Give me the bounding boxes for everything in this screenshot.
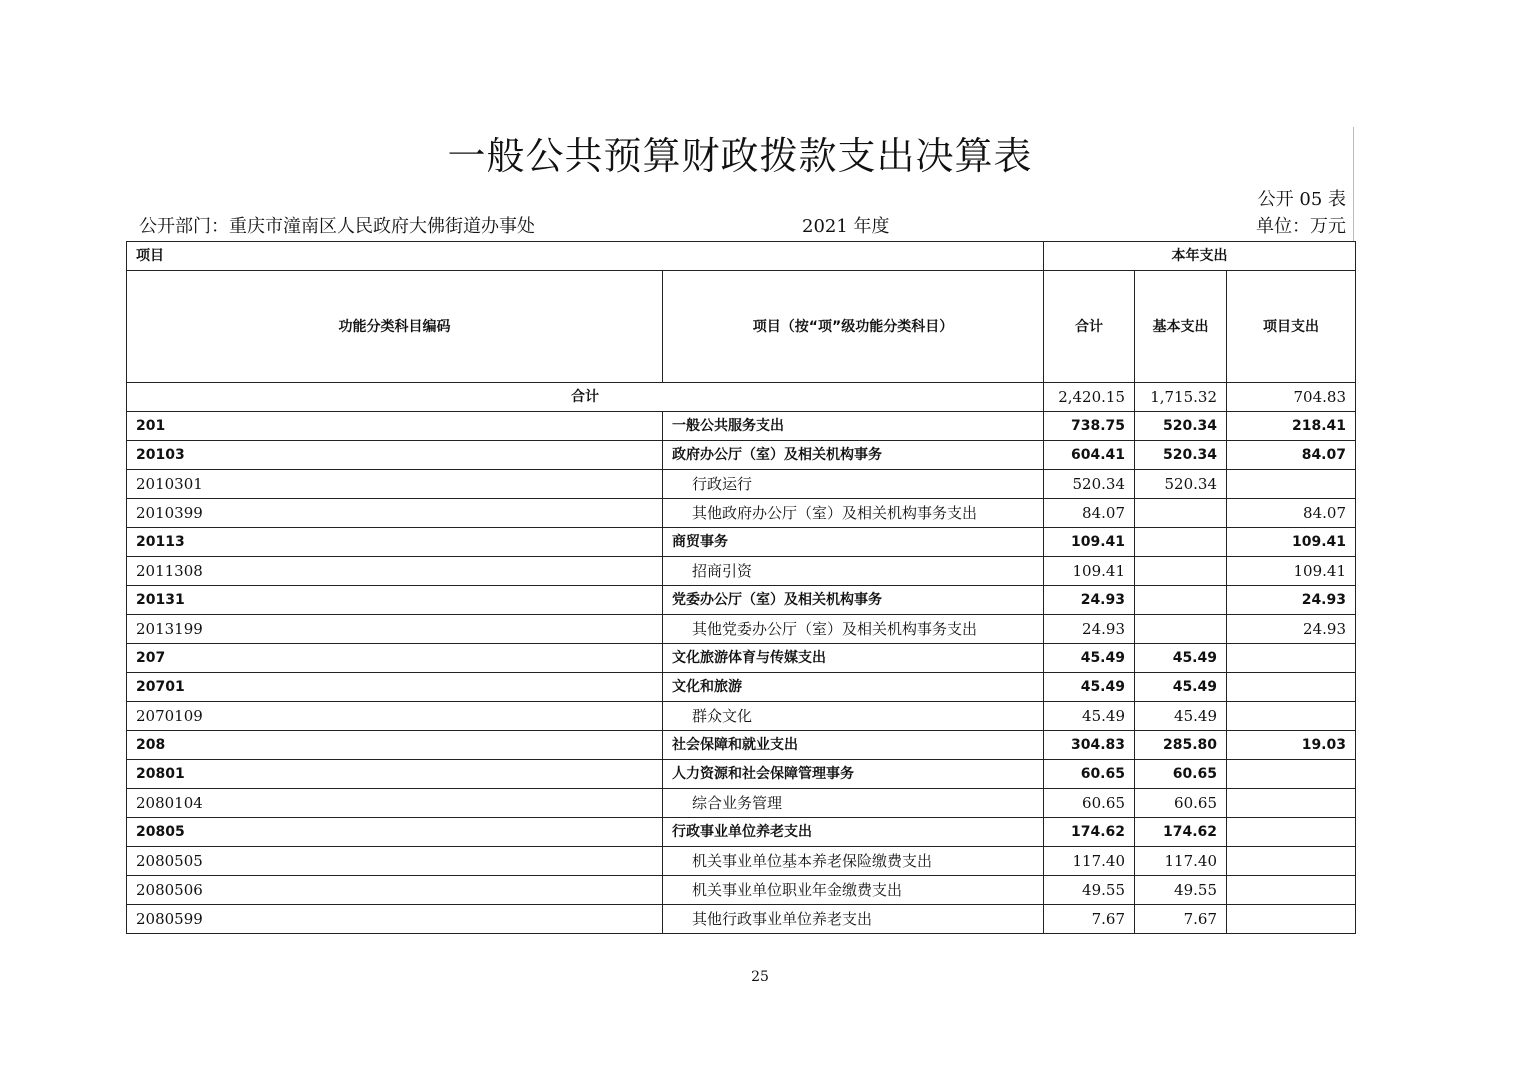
header-total: 合计: [1044, 271, 1135, 383]
cell-total: 109.41: [1044, 528, 1135, 557]
cell-name: 机关事业单位职业年金缴费支出: [663, 876, 1044, 905]
cell-name: 行政运行: [663, 470, 1044, 499]
unit-label: 单位：万元: [1256, 216, 1346, 237]
cell-project: [1227, 876, 1356, 905]
cell-code: 2010301: [127, 470, 663, 499]
table-row: [127, 644, 1356, 673]
cell-total: 117.40: [1044, 847, 1135, 876]
total-row: [127, 383, 1356, 412]
cell-name: 社会保障和就业支出: [663, 731, 1044, 760]
cell-basic: 520.34: [1135, 470, 1227, 499]
cell-total: 24.93: [1044, 615, 1135, 644]
cell-project: [1227, 905, 1356, 934]
cell-basic: 174.62: [1135, 818, 1227, 847]
budget-table: [126, 241, 1356, 934]
cell-name: 招商引资: [663, 557, 1044, 586]
fiscal-year: 2021 年度: [802, 216, 890, 237]
page-number: 25: [751, 969, 769, 985]
cell-basic: [1135, 615, 1227, 644]
cell-basic: [1135, 528, 1227, 557]
header-current-year-expense: 本年支出: [1044, 242, 1356, 271]
cell-code: 2070109: [127, 702, 663, 731]
table-row: [127, 731, 1356, 760]
total-project: 704.83: [1227, 383, 1356, 412]
cell-project: [1227, 847, 1356, 876]
cell-total: 49.55: [1044, 876, 1135, 905]
department-label: 公开部门：重庆市潼南区人民政府大佛街道办事处: [139, 216, 535, 237]
table-row: [127, 557, 1356, 586]
cell-basic: [1135, 557, 1227, 586]
table-row: [127, 760, 1356, 789]
cell-name: 机关事业单位基本养老保险缴费支出: [663, 847, 1044, 876]
cell-basic: 45.49: [1135, 702, 1227, 731]
cell-code: 20701: [127, 673, 663, 702]
cell-project: [1227, 644, 1356, 673]
cell-code: 2013199: [127, 615, 663, 644]
header-basic-expense: 基本支出: [1135, 271, 1227, 383]
form-number: 公开 05 表: [1257, 189, 1346, 210]
cell-basic: 45.49: [1135, 644, 1227, 673]
cell-code: 208: [127, 731, 663, 760]
cell-code: 20103: [127, 441, 663, 470]
cell-name: 其他政府办公厅（室）及相关机构事务支出: [663, 499, 1044, 528]
cell-basic: [1135, 586, 1227, 615]
table-row: [127, 586, 1356, 615]
cell-name: 其他行政事业单位养老支出: [663, 905, 1044, 934]
cell-project: 24.93: [1227, 586, 1356, 615]
cell-total: 60.65: [1044, 760, 1135, 789]
table-row: [127, 673, 1356, 702]
cell-total: 174.62: [1044, 818, 1135, 847]
cell-code: 2080599: [127, 905, 663, 934]
table-row: [127, 412, 1356, 441]
table-row: [127, 905, 1356, 934]
header-item: 项目: [127, 242, 1044, 271]
cell-total: 45.49: [1044, 644, 1135, 673]
cell-total: 45.49: [1044, 673, 1135, 702]
cell-name: 群众文化: [663, 702, 1044, 731]
table-row: [127, 499, 1356, 528]
cell-name: 一般公共服务支出: [663, 412, 1044, 441]
cell-total: 304.83: [1044, 731, 1135, 760]
cell-basic: 117.40: [1135, 847, 1227, 876]
cell-project: 84.07: [1227, 499, 1356, 528]
cell-project: [1227, 702, 1356, 731]
cell-name: 其他党委办公厅（室）及相关机构事务支出: [663, 615, 1044, 644]
table-row: [127, 441, 1356, 470]
cell-project: 84.07: [1227, 441, 1356, 470]
table-row: [127, 528, 1356, 557]
cell-code: 207: [127, 644, 663, 673]
total-amount: 2,420.15: [1044, 383, 1135, 412]
header-project-expense: 项目支出: [1227, 271, 1356, 383]
cell-total: 738.75: [1044, 412, 1135, 441]
table-row: [127, 847, 1356, 876]
cell-total: 109.41: [1044, 557, 1135, 586]
table-row: [127, 818, 1356, 847]
cell-name: 党委办公厅（室）及相关机构事务: [663, 586, 1044, 615]
cell-name: 文化和旅游: [663, 673, 1044, 702]
cell-name: 行政事业单位养老支出: [663, 818, 1044, 847]
cell-code: 2080505: [127, 847, 663, 876]
table-row: [127, 702, 1356, 731]
cell-project: [1227, 818, 1356, 847]
cell-basic: 49.55: [1135, 876, 1227, 905]
cell-basic: 60.65: [1135, 760, 1227, 789]
cell-basic: 520.34: [1135, 412, 1227, 441]
cell-project: 19.03: [1227, 731, 1356, 760]
cell-total: 60.65: [1044, 789, 1135, 818]
cell-project: 24.93: [1227, 615, 1356, 644]
cell-basic: 520.34: [1135, 441, 1227, 470]
cell-basic: [1135, 499, 1227, 528]
table-row: [127, 876, 1356, 905]
cell-name: 文化旅游体育与传媒支出: [663, 644, 1044, 673]
cell-name: 政府办公厅（室）及相关机构事务: [663, 441, 1044, 470]
cell-basic: 60.65: [1135, 789, 1227, 818]
cell-total: 520.34: [1044, 470, 1135, 499]
cell-basic: 285.80: [1135, 731, 1227, 760]
header-row-main: [127, 271, 1356, 383]
header-row-top: [127, 242, 1356, 271]
cell-total: 84.07: [1044, 499, 1135, 528]
cell-total: 24.93: [1044, 586, 1135, 615]
cell-project: [1227, 673, 1356, 702]
cell-project: 218.41: [1227, 412, 1356, 441]
cell-name: 人力资源和社会保障管理事务: [663, 760, 1044, 789]
cell-project: [1227, 760, 1356, 789]
header-item-name: 项目（按“项”级功能分类科目）: [663, 271, 1044, 383]
cell-total: 45.49: [1044, 702, 1135, 731]
cell-project: [1227, 470, 1356, 499]
cell-basic: 7.67: [1135, 905, 1227, 934]
cell-code: 20805: [127, 818, 663, 847]
cell-total: 7.67: [1044, 905, 1135, 934]
cell-code: 2080104: [127, 789, 663, 818]
cell-basic: 45.49: [1135, 673, 1227, 702]
page-title: 一般公共预算财政拨款支出决算表: [447, 134, 1033, 178]
header-function-code: 功能分类科目编码: [127, 271, 663, 383]
table-row: [127, 470, 1356, 499]
cell-name: 综合业务管理: [663, 789, 1044, 818]
cell-code: 201: [127, 412, 663, 441]
table-row: [127, 615, 1356, 644]
cell-code: 2080506: [127, 876, 663, 905]
cell-code: 20131: [127, 586, 663, 615]
cell-project: 109.41: [1227, 528, 1356, 557]
cell-project: 109.41: [1227, 557, 1356, 586]
table-row: [127, 789, 1356, 818]
cell-code: 2010399: [127, 499, 663, 528]
cell-code: 20113: [127, 528, 663, 557]
cell-project: [1227, 789, 1356, 818]
total-basic: 1,715.32: [1135, 383, 1227, 412]
cell-code: 2011308: [127, 557, 663, 586]
total-label: 合计: [127, 383, 1044, 412]
cell-total: 604.41: [1044, 441, 1135, 470]
cell-name: 商贸事务: [663, 528, 1044, 557]
cell-code: 20801: [127, 760, 663, 789]
